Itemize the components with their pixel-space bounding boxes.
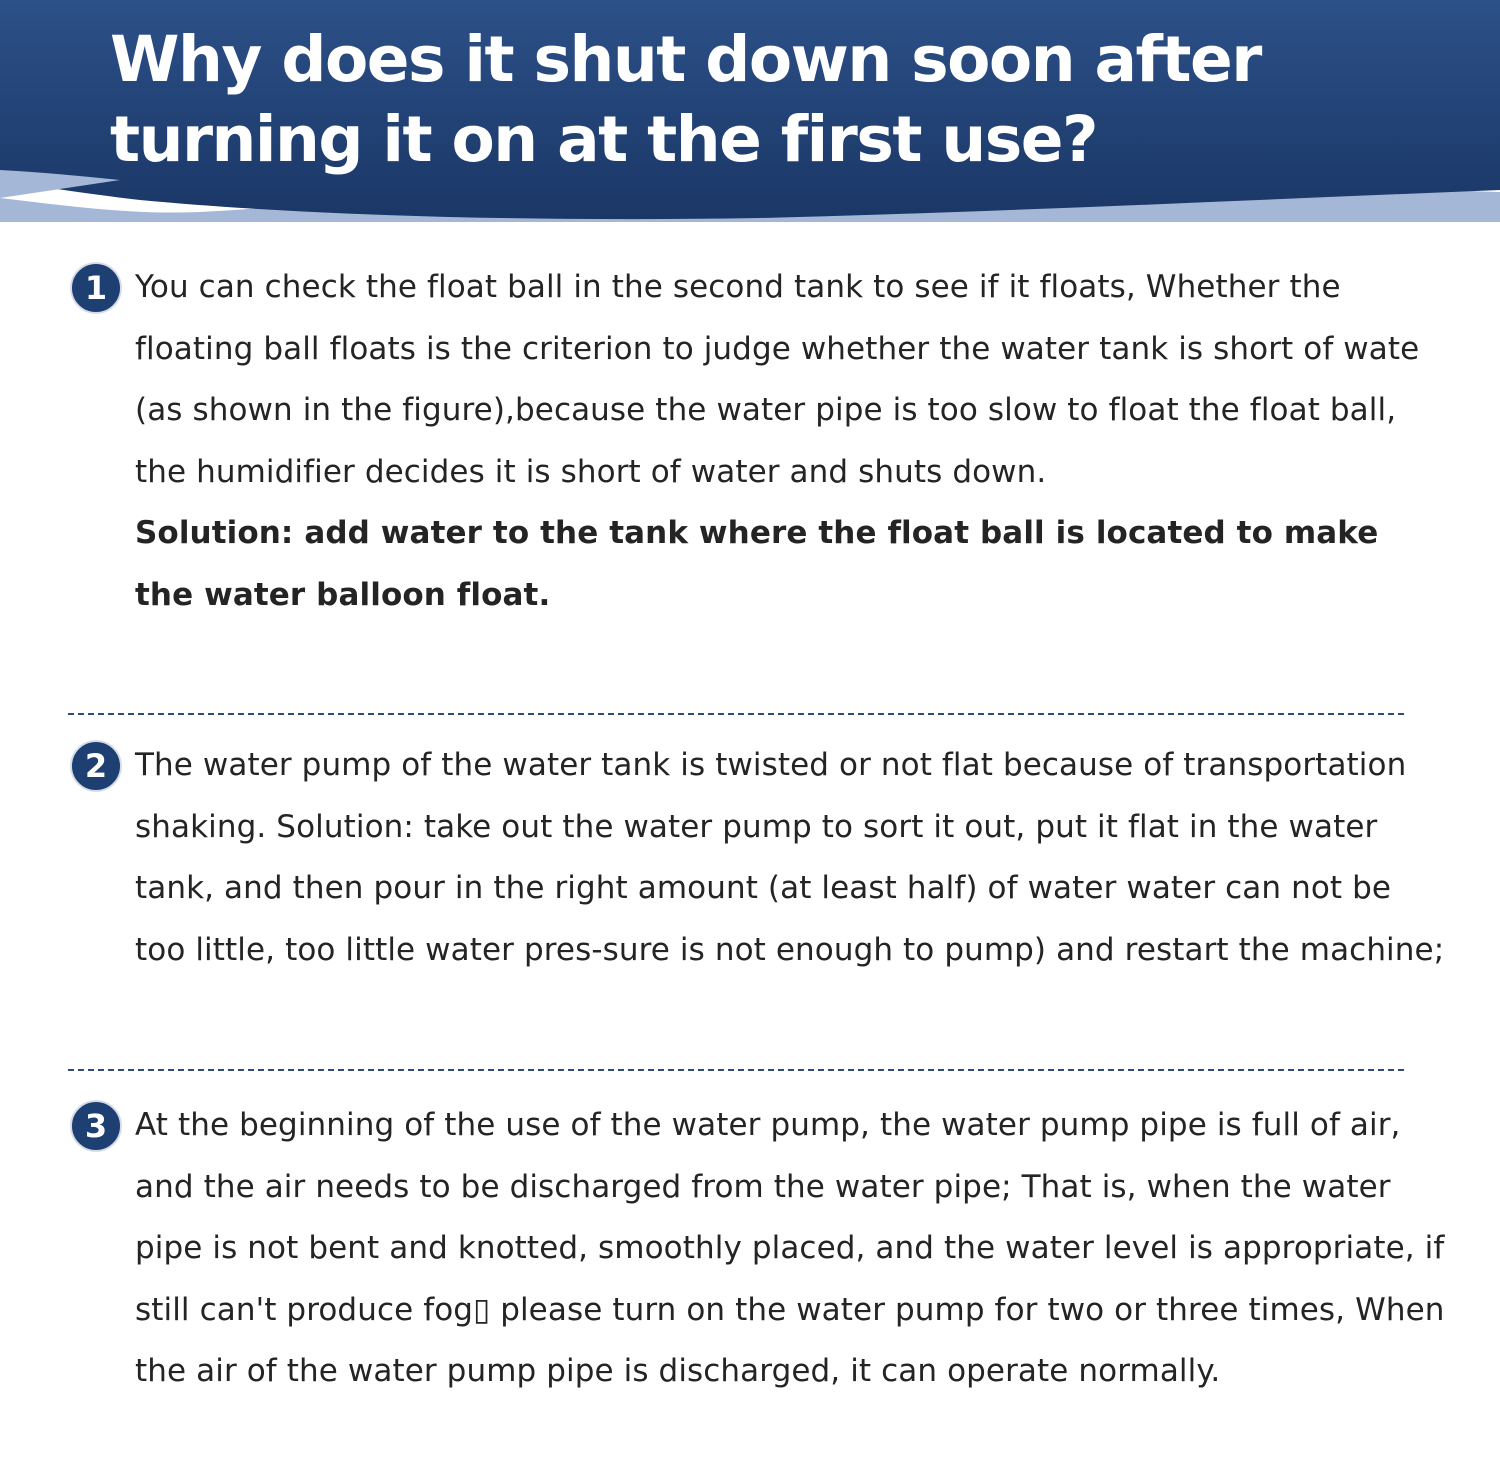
number-badge-3: 3 (70, 1100, 122, 1152)
item-2-body: The water pump of the water tank is twisted or not flat because of transportation shaking. Solution: take out the water pump to sort it out, put it flat in the water tank, and then pour in the right amount (at least half) of water water can not be too little, too little water pres-sure is not enough to pump) and restart the machine; (135, 747, 1445, 968)
item-1-text (135, 257, 1445, 626)
item-1-body: You can check the float ball in the second tank to see if it floats, Whether the floating ball floats is the criterion to judge whether the water tank is short of wate (as shown in the figure),because the water pipe is too slow to float the float ball, the humidifier decides it is short of water and shuts down. (135, 269, 1420, 490)
item-2-text (135, 735, 1445, 981)
dashed-divider (68, 713, 1404, 715)
item-3-text (135, 1095, 1445, 1403)
number-badge-1: 1 (70, 262, 122, 314)
item-3-body: At the beginning of the use of the water pump, the water pump pipe is full of air, and the air needs to be discharged from the water pipe; That is, when the water pipe is not bent and knotted, smoothly placed, and the water level is appropriate, if still can't produce fog▯ please turn on the water pump for two or three times, When the air of the water pump pipe is discharged, it can operate normally. (135, 1107, 1445, 1389)
item-1-solution: Solution: add water to the tank where the float ball is located to make the water balloon float. (135, 515, 1379, 613)
page-title: Why does it shut down soon after turning it on at the first use? (110, 23, 1261, 176)
number-badge-2: 2 (70, 740, 122, 792)
dashed-divider (68, 1069, 1404, 1071)
header-banner (0, 0, 1500, 222)
